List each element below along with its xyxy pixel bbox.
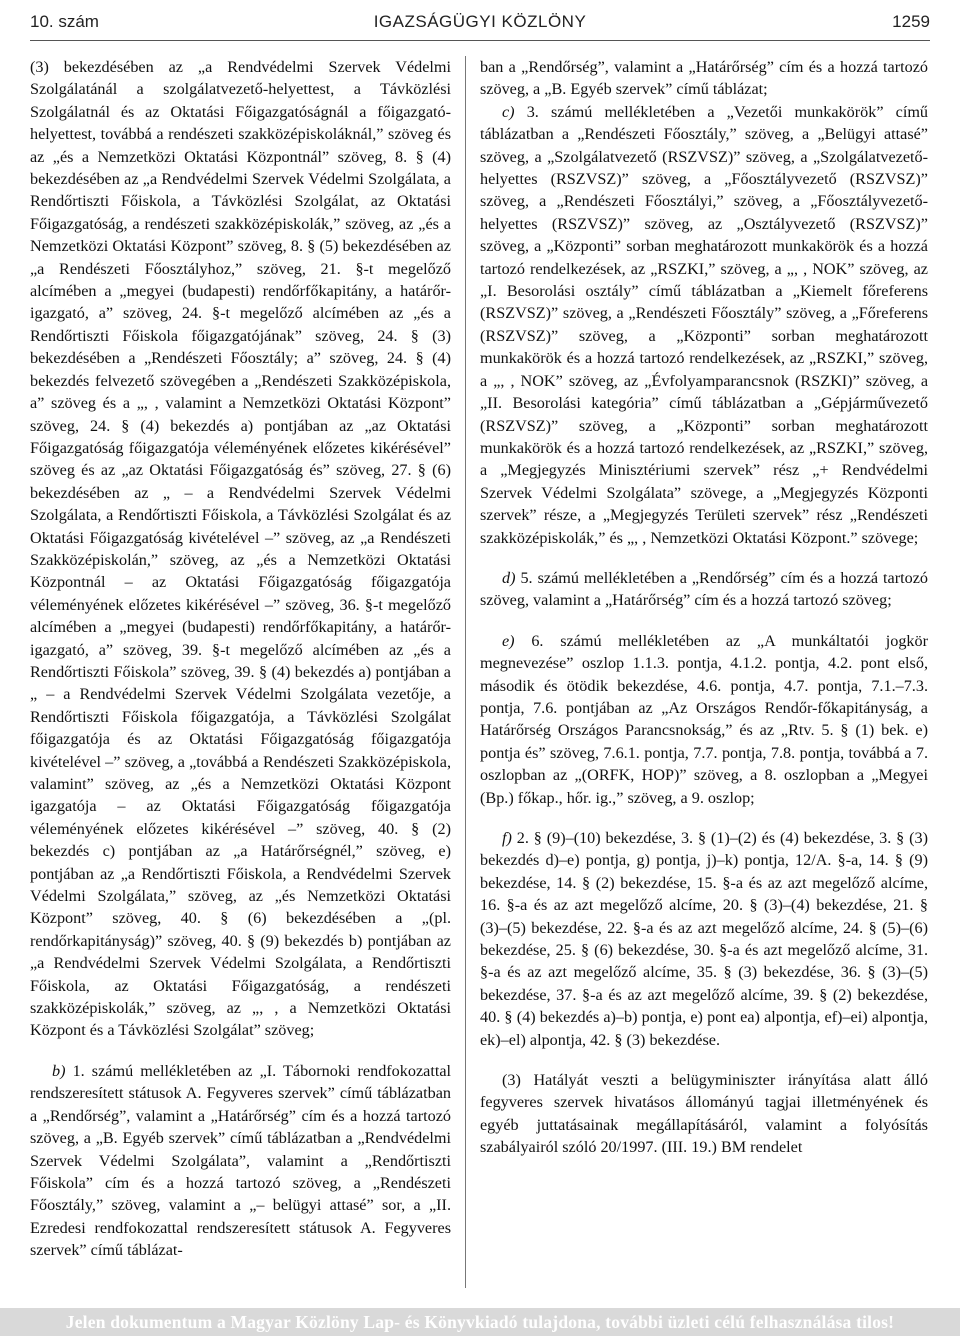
item-b-text: 1. számú mellékletében az „I. Tábornoki rendfokozattal rendszeresített státusok A. Fegyveres szervek” című táblázatban a „Rendőrség”, valamint a „Határőrség” cím és a hozzá tartozó szöveg, a „B. Egyéb szervek” című táblázatban a „Rendvédelmi Szervek Védelmi Szolgálata”, valamint a „Rendőrtiszti Főiskola” cím és a hozzá tartozó szöveg, a „Rendészeti Főosztály,” szöveg, valamint a „– belügyi attasé” sor, a „II. Ezredesi rendfokozattal rendszeresített státusok A. Fegyveres szervek” című táblázat- — [30, 1061, 451, 1260]
item-d-label: d) — [502, 568, 516, 587]
column-divider — [465, 56, 466, 1288]
paragraph-3-repeal-text: (3) bekezdésében az „a Rendvédelmi Szervek Védelmi Szolgálatánál a szolgálatvezető-helyettest, a Távközlési Szolgálatnál és az Oktatási Főigazgatóságnál a főigazgató-helyettest, továbbá a rendészeti szakközépiskoláknál,” szöveg és az „és a Nemzetközi Oktatási Központnál” szöveg, 8. § (4) bekezdésében az „a Rendvédelmi Szervek Védelmi Szolgálata, a Rendőrtiszti Főiskola, a Távközlési Szolgálat, az Oktatási Főigazgatóság, a rendészeti szakközépiskolák,” szöveg, az „és a Nemzetközi Oktatási Központ” szöveg, 8. § (5) bekezdésében az „a Rendészeti Főosztályhoz,” szöveg, 21. §-t megelőző alcímében a „megyei (budapesti) rendőrfőkapitány, a határőr-igazgató, a” szöveg, 24. §-t megelőző alcímében az „és a Rendőrtiszti Főiskola főigazgatójának” szöveg, 24. § (3) bekezdésében a „Rendészeti Főosztály; a” szöveg, 24. § (4) bekezdés felvezető szövegében a „Rendészeti Szakközépiskola, a” szöveg és a „, , valamint a Nemzetközi Oktatási Központ” szöveg, 24. § (4) bekezdés a) pontjában az „az Oktatási Főigazgatóság főigazgatója véleményének előzetes kikérésével” szöveg és az „az Oktatási Főigazgatóság és” szöveg, 27. § (6) bekezdésében az „ – a Rendvédelmi Szervek Védelmi Szolgálata, a Rendőrtiszti Főiskola, a Távközlési Szolgálat és az Oktatási Főigazgatóság kivételével –” szöveg, az „a Rendészeti Szakközépiskolán,” szöveg, az „és a Nemzetközi Oktatási Központnál – az Oktatási Főigazgatóság főigazgatója véleményének előzetes kikérésével –” szöveg, 36. §-t megelőző alcímében a „megyei (budapesti) rendőrfőkapitány, a határőr-igazgató, a” szöveg, 39. §-t megelőző alcímében az „és a Rendőrtiszti Főiskola” szöveg, 39. § (4) bekezdés a) pontjában a „ – a Rendvédelmi Szervek Védelmi Szolgálata vezetője, a Rendőrtiszti Főiskola főigazgatója, a Távközlési Szolgálat főigazgatója és az Oktatási Főigazgatóság főigazgatója kivételével –” szöveg, a „továbbá a Rendészeti Szakközépiskola, valamint” szöveg, az „és a Nemzetközi Oktatási Központ igazgatója – az Oktatási Főigazgatóság főigazgatója véleményének előzetes kikérésével –” szöveg, 40. § (2) bekezdés c) pontjában az „a Határőrségnél,” szöveg, e) pontjában az „a Rendőrtiszti Főiskola, a Rendvédelmi Szervek Védelmi Szolgálata,” szöveg, az „és Nemzetközi Oktatási Központ” szöveg, 40. § (6) bekezdésében a „(pl. rendőrkapitányság)” szöveg, 40. § (9) bekezdés b) pontjában az „a Rendvédelmi Szervek Védelmi Szolgálata, a Rendőrtiszti Főiskola, az Oktatási Főigazgatóság, a rendészeti szakközépiskolák,” szöveg, az „, , a Nemzetközi Oktatási Központ és a Távközlési Szolgálat” szöveg; — [30, 58, 451, 1040]
header-rule — [30, 40, 930, 41]
right-column — [480, 56, 928, 1296]
journal-title: IGAZSÁGÜGYI KÖZLÖNY — [373, 12, 587, 31]
item-b-continuation: ban a „Rendőrség”, valamint a „Határőrség” cím és a hozzá tartozó szöveg, a „B. Egyéb szervek” című táblázat; — [480, 58, 928, 99]
item-d-text: 5. számú mellékletében a „Rendőrség” cím és a hozzá tartozó szöveg, valamint a „Határőrség” cím és a hozzá tartozó szöveg; — [480, 568, 928, 610]
item-c — [480, 101, 928, 549]
item-e-label: e) — [502, 631, 515, 650]
item-c-label: c) — [502, 102, 515, 121]
page-number: 1259 — [892, 12, 930, 31]
item-d — [480, 567, 928, 612]
item-c-text: 3. számú mellékletében a „Vezetői munkakörök” című táblázatban a „Rendészeti Főosztály,” szöveg, a „Belügyi attasé” szöveg, a „Szolgálatvezető (RSZVSZ)” szöveg, a „Szolgálatvezető-helyettes (RSZVSZ)” szöveg, a „Főosztályvezető (RSZVSZ)” szöveg, a „Rendészeti Főosztályi,” szöveg, a „Főosztályvezető-helyettes (RSZVSZ)” szöveg, az „Osztályvezető (RSZVSZ)” szöveg, a „Központi” sorban meghatározott munkakörök és a hozzá tartozó rendelkezések, az „RSZKI,” szöveg, a „, , NOK” szöveg, az „I. Besorolási osztály” című táblázatban a „Kiemelt főreferens (RSZVSZ)” szöveg, a „Rendészeti Főosztály” szöveg, a „Főreferens (RSZVSZ)” szöveg, a „Központi” sorban meghatározott munkakörök és a hozzá tartozó rendelkezések, az „RSZKI,” szöveg, a „, , NOK” szöveg, az „Évfolyamparancsnok (RSZKI)” szöveg, a „II. Besorolási kategória” című táblázatban a „Gépjárművezető (RSZVSZ)” szöveg, a „Központi” sorban meghatározott munkakörök és a hozzá tartozó rendelkezések, az „RSZKI,” szöveg, a „Megjegyzés Minisztériumi szervek” rész „+ Rendvédelmi Szervek Védelmi Szolgálata” szövege, a „Megjegyzés Központi szervek” része, a „Megjegyzés Területi szervek” rész „Rendészeti szakközépiskolák,” és „, , Nemzetközi Oktatási Központ.” szövege; — [480, 102, 928, 547]
page-header — [30, 12, 930, 38]
item-f-label: f) — [502, 829, 512, 847]
item-f — [480, 827, 928, 1051]
item-b-label: b) — [52, 1061, 66, 1080]
copyright-watermark: Jelen dokumentum a Magyar Közlöny Lap- és Könyvkiadó tulajdona, további üzleti célú felhasználása tilos! — [0, 1308, 960, 1336]
left-column — [30, 56, 451, 1296]
issue-number: 10. szám — [30, 12, 99, 31]
item-b — [30, 1060, 451, 1262]
item-e-text: 6. számú mellékletében az „A munkáltatói jogkör megnevezése” oszlop 1.1.3. pontja, 4.1.2. pontja, 4.2. pont első, második és ötödik bekezdése, 4.6. pontja, 4.7. pontja, 7.1.–7.3. pontja, 7.6. pontjában az „Az Országos Rendőr-főkapitányság, a Határőrség Országos Parancsnokság,” és az „Rtv. 5. § (1) bek. e) pontja és” szöveg, 7.6.1. pontja, 7.7. pontja, 7.8. pontja, továbbá a 7. oszlopban az „(ORFK, HOP)” szöveg, a 8. oszlopban a „Megyei (Bp.) főkap., hőr. ig.,” szöveg, a 9. oszlop; — [480, 631, 928, 807]
paragraph-3-repeal: (3) Hatályát veszti a belügyminiszter irányítása alatt álló fegyveres szervek hivatásos állományú tagjai illetményének és egyéb juttatásainak megállapításáról, valamint a folyósítás szabályairól szóló 20/1997. (III. 19.) BM rendelet — [480, 1071, 928, 1157]
item-f-text: 2. § (9)–(10) bekezdése, 3. § (1)–(2) és (4) bekezdése, 3. § (3) bekezdés d)–e) pontja, g) pontja, j)–k) pontja, 12/A. §-a, 14. § (9) bekezdése, 14. § (2) bekezdése, 15. §-a és az azt megelőző alcíme, 16. §-a és az azt megelőző alcíme, 20. § (3)–(4) bekezdése, 21. § (3)–(5) bekezdése, 22. §-a és az azt megelőző alcíme, 24. § (5)–(6) bekezdése, 25. § (6) bekezdése, 30. §-a és azt megelőző alcíme, 31. §-a és az azt megelőző alcíme, 35. § (3) bekezdése, 36. § (3)–(5) bekezdése, 37. §-a és az azt megelőző alcíme, 39. § (2) bekezdése, 40. § (4) bekezdés a)–b) pontja, e) pont ea) alpontja, ef)–ei) alpontja, ek)–el) alpontja, 42. § (3) bekezdése. — [480, 829, 928, 1049]
item-e — [480, 630, 928, 809]
